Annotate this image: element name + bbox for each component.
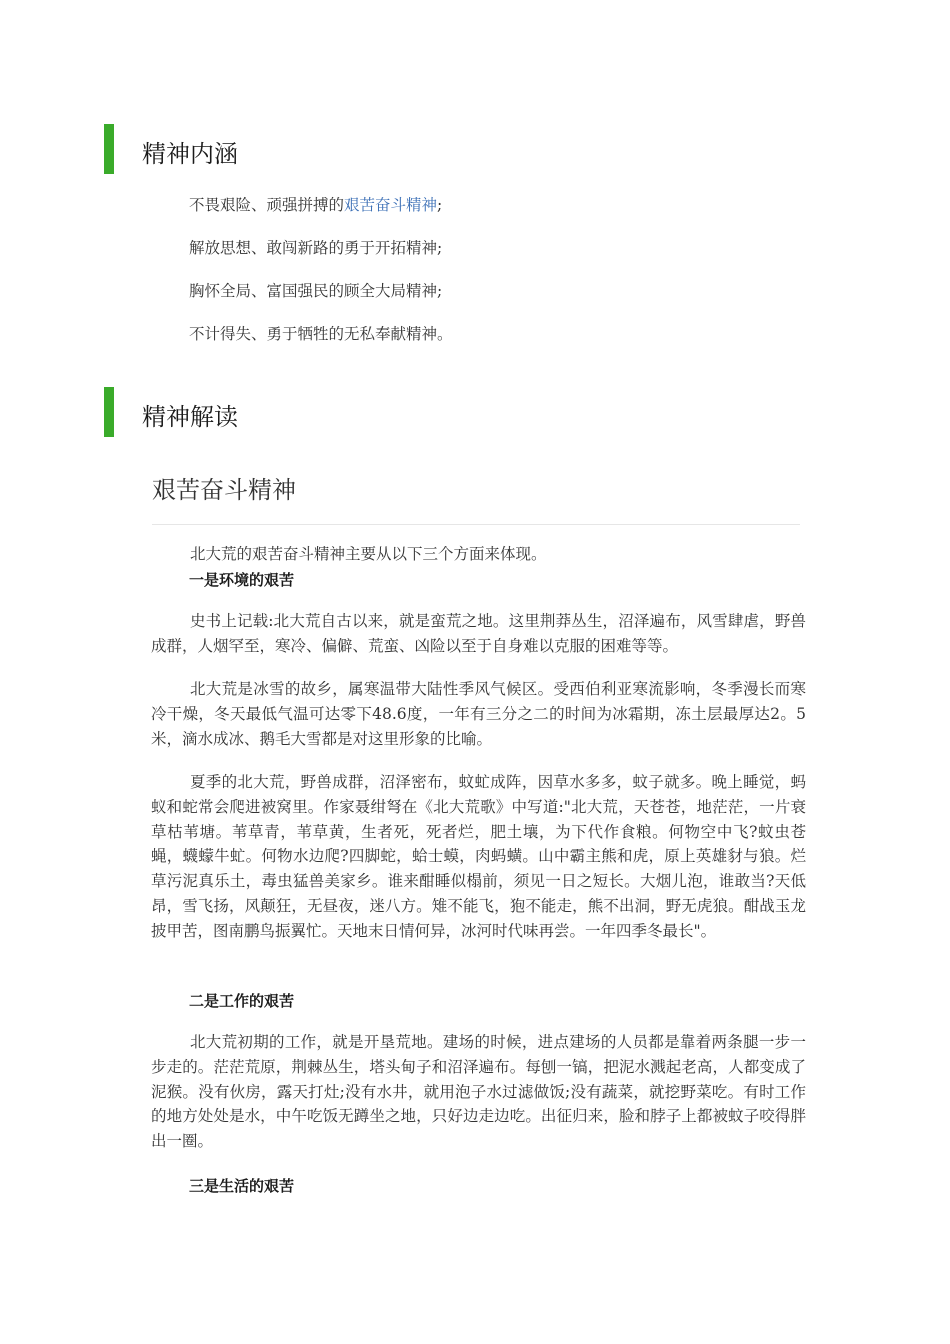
list-item (189, 190, 453, 233)
paragraph-summer-poem: 夏季的北大荒，野兽成群，沼泽密布，蚊虻成阵，因草水多多，蚊子就多。晚上睡觉，蚂蚁和蛇常会爬进被窝里。作家聂绀弩在《北大荒歌》中写道:"北大荒，天苍苍，地茫茫，一片衰草枯苇塘。苇草青，苇草黄，生者死，死者烂，肥土壤，为下代作食粮。何物空中飞?蚊虫苍蝇，蠛蠓牛虻。何物水边爬?四脚蛇，蛤士蟆，肉蚂蟥。山中霸主熊和虎，原上英雄豺与狼。烂草污泥真乐土，毒虫猛兽美家乡。谁来酣睡似榻前，须见一日之短长。大烟儿泡，谁敢当?天低昂，雪飞扬，风颠狂，无昼夜，迷八方。雉不能飞，狍不能走，熊不出洞，野无虎狼。酣战玉龙披甲苦，图南鹏鸟振翼忙。天地末日情何异，冰河时代味再尝。一年四季冬最长"。 (151, 773, 806, 940)
list-item: 不计得失、勇于牺牲的无私奉献精神。 (189, 325, 453, 343)
divider (152, 524, 800, 525)
heading-environment: 一是环境的艰苦 (189, 571, 295, 589)
paragraph-records: 史书上记载:北大荒自古以来，就是蛮荒之地。这里荆莽丛生，沼泽遍布，风雪肆虐，野兽成群，人烟罕至，寒冷、偏僻、荒蛮、凶险以至于自身难以克服的困难等等。 (151, 612, 806, 655)
section-title-connotation: 精神内涵 (142, 140, 238, 168)
heading-life: 三是生活的艰苦 (189, 1177, 295, 1195)
item1-suffix: ; (437, 196, 443, 214)
section-title-interpretation: 精神解读 (142, 403, 238, 431)
paragraph-climate: 北大荒是冰雪的故乡，属寒温带大陆性季风气候区。受西伯利亚寒流影响，冬季漫长而寒冷干燥，冬天最低气温可达零下48.6度，一年有三分之二的时间为冰霜期，冻土层最厚达2。5米，滴水成冰、鹅毛大雪都是对这里形象的比喻。 (151, 680, 806, 748)
green-accent-bar (104, 124, 114, 174)
list-item: 解放思想、敢闯新路的勇于开拓精神; (189, 239, 443, 257)
hard-work-spirit-link[interactable]: 艰苦奋斗精神 (344, 196, 438, 214)
list-item: 胸怀全局、富国强民的顾全大局精神; (189, 282, 443, 300)
green-accent-bar (104, 387, 114, 437)
intro-paragraph: 北大荒的艰苦奋斗精神主要从以下三个方面来体现。 (190, 545, 547, 563)
item1-prefix: 不畏艰险、顽强拼搏的 (189, 196, 345, 214)
connotation-list (189, 190, 453, 362)
article-subtitle: 艰苦奋斗精神 (152, 476, 296, 504)
heading-work: 二是工作的艰苦 (189, 992, 295, 1010)
paragraph-work: 北大荒初期的工作，就是开垦荒地。建场的时候，进点建场的人员都是靠着两条腿一步一步走的。茫茫荒原，荆棘丛生，塔头甸子和沼泽遍布。每刨一镐，把泥水溅起老高，人都变成了泥猴。没有伙房，露天打灶;没有水井，就用泡子水过滤做饭;没有蔬菜，就挖野菜吃。有时工作的地方处处是水，中午吃饭无蹲坐之地，只好边走边吃。出征归来，脸和脖子上都被蚊子咬得胖出一圈。 (151, 1033, 806, 1151)
